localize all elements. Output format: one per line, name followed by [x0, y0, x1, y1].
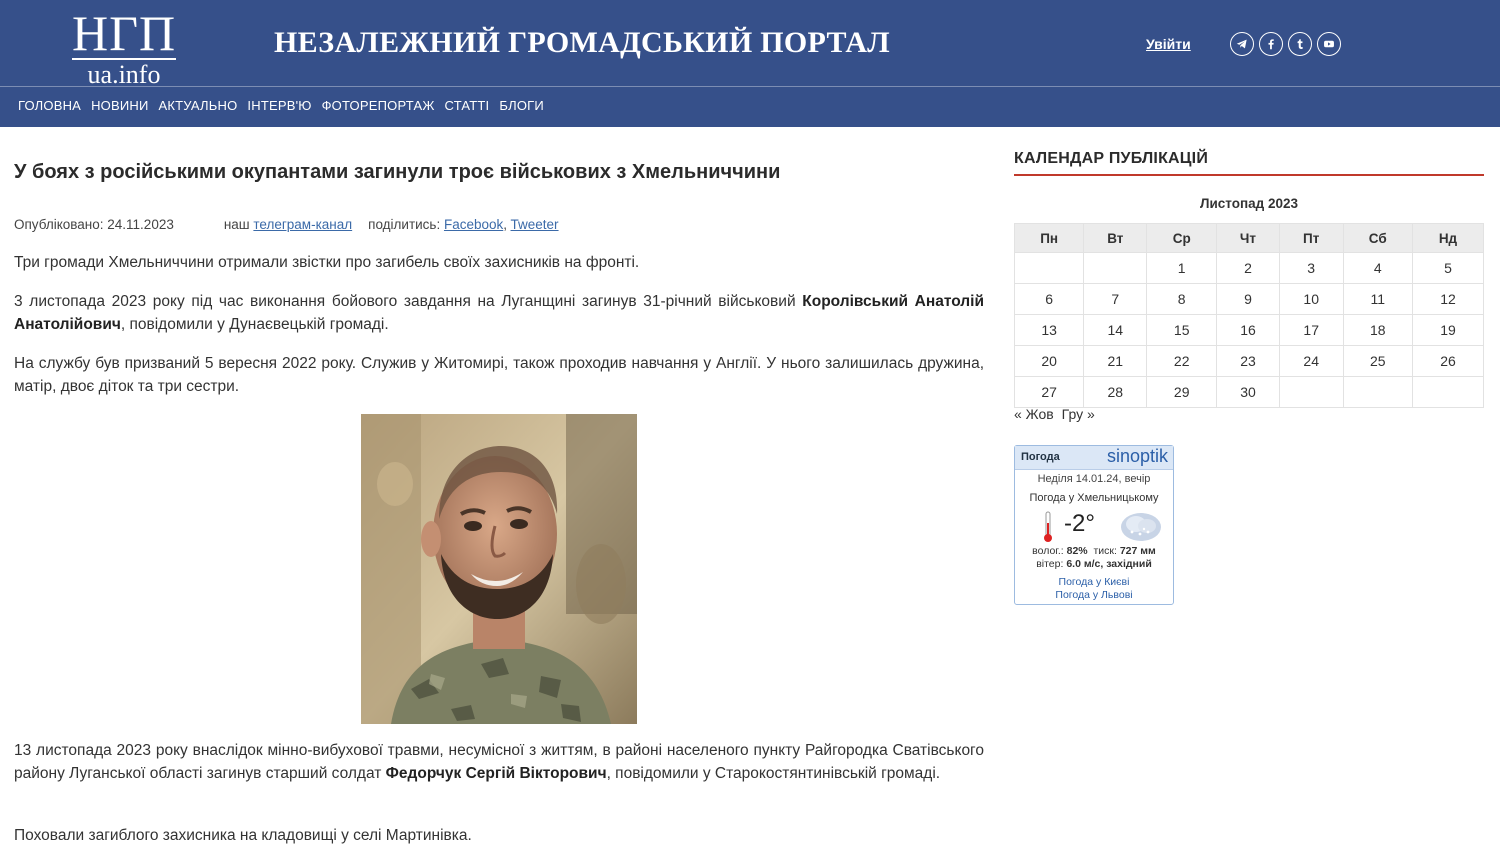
calendar-day[interactable]: 24 [1279, 346, 1343, 377]
weather-city: Погода у Хмельницькому [1029, 492, 1159, 504]
calendar-day [1084, 253, 1147, 284]
calendar-next-month-link[interactable]: Гру » [1061, 406, 1095, 422]
calendar-week-row [1015, 253, 1484, 284]
calendar-day[interactable]: 29 [1147, 377, 1217, 408]
calendar-day [1343, 377, 1412, 408]
calendar-day [1279, 377, 1343, 408]
weekday-header: Ср [1147, 224, 1217, 253]
telegram-channel-link[interactable]: телеграм-канал [253, 217, 353, 232]
weather-temperature: -2° [1064, 510, 1095, 537]
p2-name: Королівський Анатолій Анатолійович [14, 293, 984, 333]
weekday-header: Вт [1084, 224, 1147, 253]
calendar-day[interactable]: 16 [1217, 315, 1280, 346]
p4-text-a: 13 листопада 2023 року внаслідок мінно-вибухової травми, несумісної з життям, в районі населеного пункту Райгородка Сватівського району Луганської області загинув старший солдат [14, 742, 984, 782]
calendar-day[interactable]: 22 [1147, 346, 1217, 377]
calendar-day[interactable]: 30 [1217, 377, 1280, 408]
calendar-month-caption: Листопад 2023 [1200, 196, 1298, 211]
weather-kyiv-link[interactable]: Погода у Києві [1058, 576, 1130, 588]
calendar-day[interactable]: 26 [1412, 346, 1483, 377]
weather-wind [1015, 558, 1173, 570]
nav-item-photoreport[interactable]: ФОТОРЕПОРТАЖ [321, 98, 435, 113]
p2-text-c: , повідомили у Дунаєвецькій громаді. [120, 316, 389, 333]
calendar-day[interactable]: 12 [1412, 284, 1483, 315]
calendar-day[interactable]: 14 [1084, 315, 1147, 346]
p2-text-a: 3 листопада 2023 року під час виконання бойового завдання на Луганщині загинув 31-річний військовий [14, 293, 803, 310]
pressure-label: тиск: [1093, 545, 1117, 557]
weather-date: Неділя 14.01.24, вечір [1037, 473, 1151, 485]
calendar-day[interactable]: 15 [1147, 315, 1217, 346]
calendar-day[interactable]: 8 [1147, 284, 1217, 315]
weather-label: Погода [1021, 451, 1060, 463]
calendar-day[interactable]: 6 [1015, 284, 1084, 315]
logo-bottom-text: ua.info [87, 60, 161, 89]
thermometer-icon [1043, 511, 1053, 543]
youtube-icon[interactable] [1317, 32, 1341, 56]
p4-text-c: , повідомили у Старокостянтинівській громаді. [606, 765, 941, 782]
nav-item-home[interactable]: ГОЛОВНА [18, 98, 82, 113]
wind-value: 6.0 м/с, західний [1066, 558, 1152, 570]
weather-lviv-link[interactable]: Погода у Львові [1055, 589, 1133, 601]
site-logo[interactable] [72, 5, 177, 89]
soldier-photo [361, 414, 637, 724]
calendar-day[interactable]: 11 [1343, 284, 1412, 315]
published-date: Опубліковано: 24.11.2023 [14, 217, 174, 232]
calendar-prev-month-link[interactable]: « Жов [1014, 406, 1054, 422]
calendar-week-row [1015, 284, 1484, 315]
calendar-day[interactable]: 9 [1217, 284, 1280, 315]
share-tweeter-link[interactable]: Tweeter [510, 217, 559, 232]
article-paragraph-5: Поховали загиблого захисника на кладовищі у селі Мартинівка. [14, 827, 472, 844]
calendar-day[interactable]: 25 [1343, 346, 1412, 377]
facebook-icon[interactable] [1259, 32, 1283, 56]
nav-item-actual[interactable]: АКТУАЛЬНО [158, 98, 238, 113]
calendar-day [1412, 377, 1483, 408]
calendar-day[interactable]: 10 [1279, 284, 1343, 315]
sidebar-title-underline [1014, 174, 1484, 176]
calendar-day[interactable]: 1 [1147, 253, 1217, 284]
calendar-day[interactable]: 19 [1412, 315, 1483, 346]
article-paragraph-4 [14, 739, 984, 785]
p4-name: Федорчук Сергій Вікторович [385, 765, 607, 782]
calendar-day[interactable]: 4 [1343, 253, 1412, 284]
calendar-day[interactable]: 28 [1084, 377, 1147, 408]
calendar-day[interactable]: 27 [1015, 377, 1084, 408]
nav-item-blogs[interactable]: БЛОГИ [499, 98, 544, 113]
sinoptik-logo[interactable]: sinoptik [1106, 446, 1168, 466]
humidity-label: волог.: [1032, 545, 1064, 557]
site-header [0, 0, 1500, 127]
main-nav [18, 98, 544, 113]
tumblr-icon[interactable] [1288, 32, 1312, 56]
article-paragraph-3: На службу був призваний 5 вересня 2022 року. Служив у Житомирі, також проходив навчання у Англії. У нього залишилась дружина, матір, двоє діток та три сестри. [14, 355, 984, 395]
calendar-week-row [1015, 315, 1484, 346]
weather-humidity-pressure [1015, 545, 1173, 557]
calendar-week-row [1015, 346, 1484, 377]
calendar-day[interactable]: 18 [1343, 315, 1412, 346]
calendar-day[interactable]: 23 [1217, 346, 1280, 377]
calendar-day [1015, 253, 1084, 284]
site-title[interactable]: НЕЗАЛЕЖНИЙ ГРОМАДСЬКИЙ ПОРТАЛ [274, 26, 890, 59]
calendar-week-row [1015, 377, 1484, 408]
nav-item-news[interactable]: НОВИНИ [91, 98, 149, 113]
weekday-header: Пт [1279, 224, 1343, 253]
calendar-day[interactable]: 5 [1412, 253, 1483, 284]
nav-item-articles[interactable]: СТАТТІ [444, 98, 490, 113]
article-paragraph-1: Три громади Хмельниччини отримали звістки про загибель своїх захисників на фронті. [14, 254, 640, 271]
article-title: У боях з російськими окупантами загинули троє військових з Хмельниччини [14, 161, 781, 183]
humidity-value: 82% [1066, 545, 1088, 557]
weather-widget-header [1015, 446, 1173, 470]
calendar-day[interactable]: 13 [1015, 315, 1084, 346]
calendar-weekday-row [1015, 224, 1484, 253]
header-divider [0, 86, 1500, 87]
snow-cloud-icon [1120, 510, 1162, 544]
weekday-header: Сб [1343, 224, 1412, 253]
pressure-value: 727 мм [1119, 545, 1156, 557]
weather-widget[interactable] [1014, 445, 1174, 605]
share-separator: , [503, 217, 511, 232]
article-meta [14, 217, 559, 232]
calendar-day[interactable]: 7 [1084, 284, 1147, 315]
nav-item-interview[interactable]: ІНТЕРВ'Ю [247, 98, 312, 113]
login-link[interactable]: Увійти [1146, 36, 1191, 52]
calendar-widget-title: КАЛЕНДАР ПУБЛІКАЦІЙ [1014, 150, 1209, 167]
logo-top-text: НГП [72, 5, 177, 61]
calendar-day[interactable]: 20 [1015, 346, 1084, 377]
weekday-header: Пн [1015, 224, 1084, 253]
wind-label: вітер: [1036, 558, 1064, 570]
calendar-day[interactable]: 21 [1084, 346, 1147, 377]
share-facebook-link[interactable]: Facebook [443, 217, 504, 232]
calendar-day[interactable]: 3 [1279, 253, 1343, 284]
telegram-prefix: наш [223, 217, 254, 232]
social-links [1230, 32, 1341, 56]
telegram-icon[interactable] [1230, 32, 1254, 56]
weekday-header: Нд [1412, 224, 1483, 253]
calendar-day[interactable]: 2 [1217, 253, 1280, 284]
share-prefix: поділитись: [368, 217, 444, 232]
weekday-header: Чт [1217, 224, 1280, 253]
calendar-navigation [1014, 406, 1103, 422]
article-paragraph-2 [14, 290, 984, 336]
calendar-day[interactable]: 17 [1279, 315, 1343, 346]
publication-calendar [1014, 223, 1484, 408]
